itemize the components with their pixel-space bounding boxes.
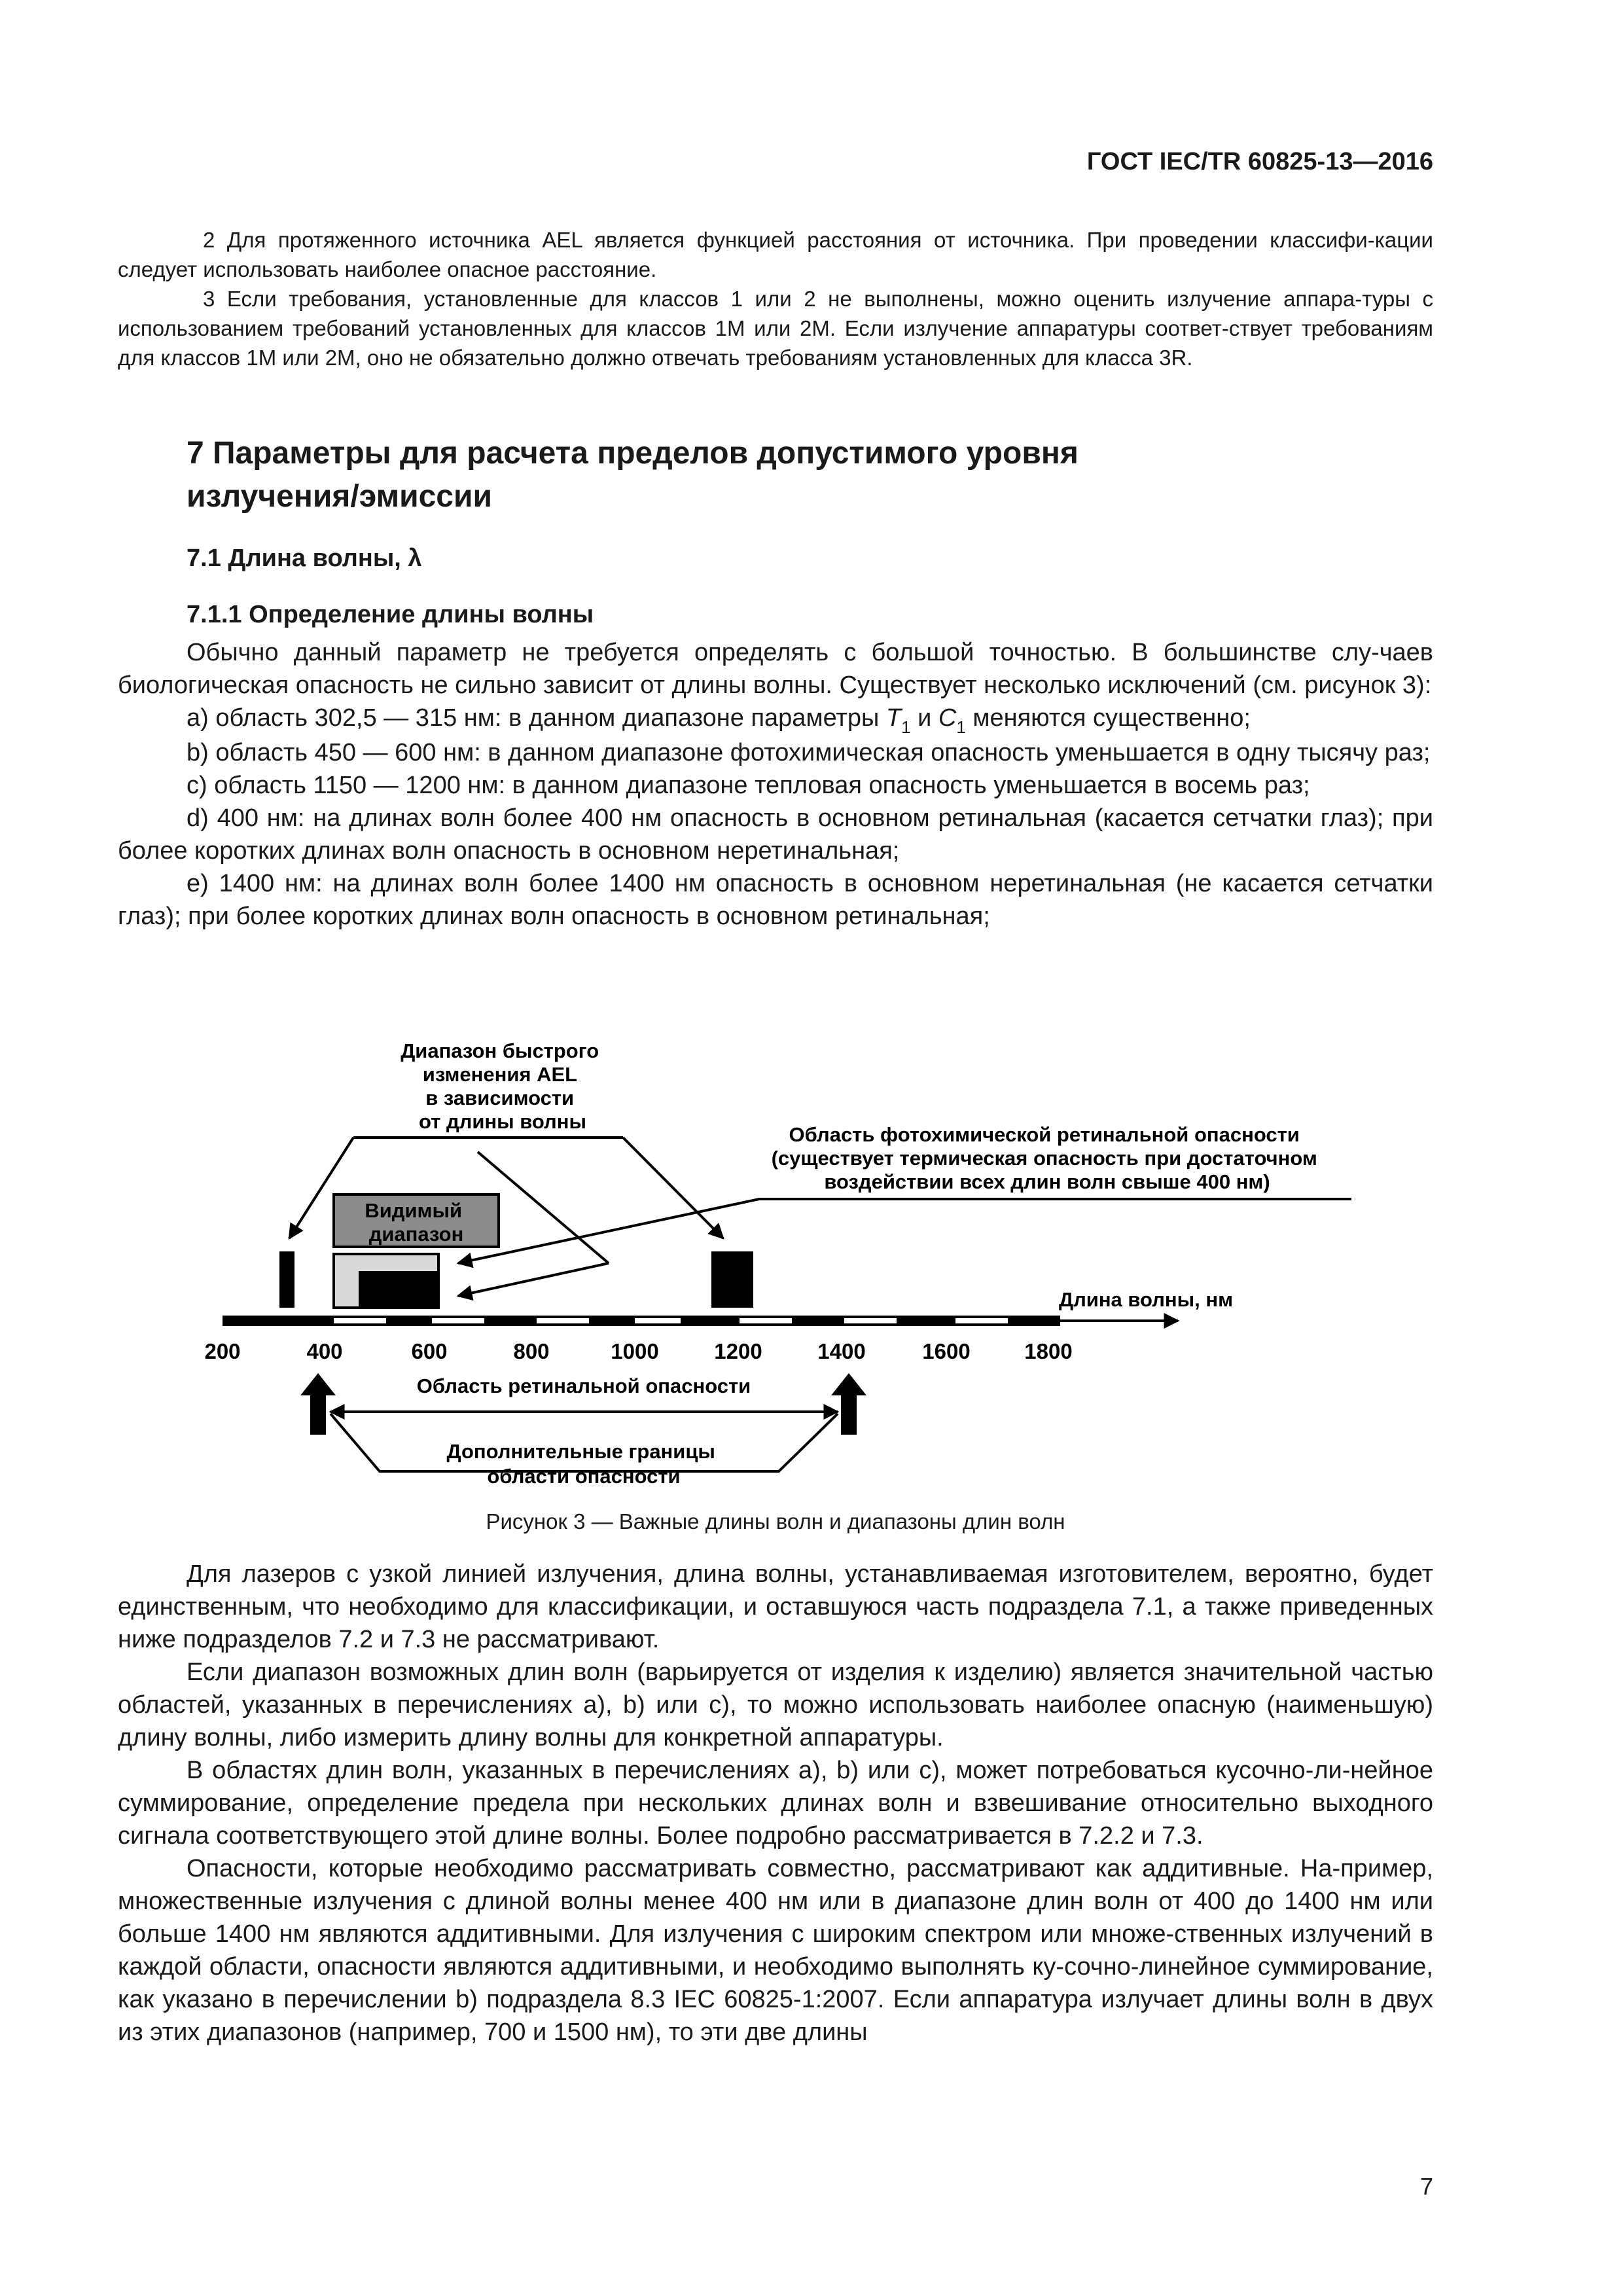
axis-segment [334, 1318, 386, 1323]
notes-block [118, 225, 1433, 372]
note-3: 3 Если требования, установленные для классов 1 или 2 не выполнены, можно оценить излучение аппара-туры с использованием требований установленных для классов 1М или 2М. Если излучение аппаратуры соответ-ствует требованиям для классов 1М или 2М, оно не обязательно должно отвечать требованиям установленных для класса 3R. [118, 287, 1433, 370]
arrow-up-400 [300, 1373, 336, 1435]
tick-label: 1800 [1024, 1339, 1073, 1363]
label-retinal: Область ретинальной опасности [416, 1374, 751, 1397]
tick-label: 1400 [817, 1339, 866, 1363]
tick-label: 400 [306, 1339, 343, 1363]
list-item-d: d) 400 нм: на длинах волн более 400 нм опасность в основном ретинальная (касается сетчатки глаз); при более коротких длинах волн опасность в основном неретинальная; [118, 804, 1433, 865]
bar-1150-1200 [711, 1251, 753, 1308]
body-paragraphs [118, 1558, 1433, 2049]
arrow-up-1400 [831, 1373, 866, 1435]
subsection-7-1-1: 7.1.1 Определение длины волны [187, 601, 594, 628]
axis-segment [844, 1318, 897, 1323]
section-title-line2: излучения/эмиссии [187, 479, 492, 514]
label-visible: Видимый диапазон [365, 1199, 464, 1246]
bar-302-315 [279, 1251, 294, 1308]
page-number: 7 [1419, 2173, 1433, 2200]
wavelength-axis [223, 1316, 1060, 1326]
subsection-7-1: 7.1 Длина волны, λ [187, 545, 422, 572]
paragraph-1: Для лазеров с узкой линией излучения, длина волны, устанавливаемая изготовителем, вероятно, будет единственным, что необходимо для классификации, и оставшуюся часть подраздела 7.1, а также приведенных ниже подразделов 7.2 и 7.3 не рассматривают. [118, 1560, 1433, 1653]
label-photochemical: Область фотохимической ретинальной опасности (существует термическая опасность при достаточном воздействии всех длин волн свыше 400 нм) [771, 1123, 1317, 1193]
label-bounds: Дополнительные границы области опасности [446, 1440, 715, 1488]
axis-segment [740, 1318, 792, 1323]
list-item-b: b) область 450 — 600 нм: в данном диапазоне фотохимическая опасность уменьшается в одну тысячу раз; [187, 739, 1431, 766]
axis-ticks [204, 1339, 1072, 1363]
paragraph-2: Если диапазон возможных длин волн (варьируется от изделия к изделию) является значительной частью областей, указанных в перечислениях a), b) или c), то можно использовать наиболее опасную (наименьшую) длину волны, либо измерить длину волны для конкретной аппаратуры. [118, 1659, 1433, 1751]
axis-segment [537, 1318, 589, 1323]
paragraph-4: Опасности, которые необходимо рассматривать совместно, рассматривают как аддитивные. На-пример, множественные излучения с длиной волны менее 400 нм или в диапазоне длин волн от 400 до 1400 нм или больше 1400 нм являются аддитивными. Для излучения с широким спектром или множе-ственных излучений в каждой области, опасности являются аддитивными, и необходимо выполнять ку-сочно-линейное суммирование, как указано в перечислении b) подраздела 8.3 IEC 60825-1:2007. Если аппаратура излучает длины волн в двух из этих диапазонов (например, 700 и 1500 нм), то эти две длины [118, 1855, 1433, 2046]
label-fast-change: Диапазон быстрого изменения AEL в зависимости от длины волны [401, 1039, 599, 1133]
section-title-line1: 7 Параметры для расчета пределов допустимого уровня [187, 436, 1079, 471]
block-450-600 [359, 1271, 438, 1308]
list-item-a: a) область 302,5 — 315 нм: в данном диапазоне параметры $T_1$ и $C_1$ меняются существенно; [187, 704, 1251, 737]
note-2: 2 Для протяженного источника AEL является функцией расстояния от источника. При проведении классифи-кации следует использовать наиболее опасное расстояние. [118, 228, 1433, 281]
figure-caption: Рисунок 3 — Важные длины волн и диапазоны длин волн [486, 1509, 1065, 1534]
axis-segment [635, 1318, 681, 1323]
arrow-to-1150 [623, 1138, 723, 1238]
list-item-e: e) 1400 нм: на длинах волн более 1400 нм опасность в основном неретинальная (не касается сетчатки глаз); при более коротких длинах волн опасность в основном ретинальная; [118, 870, 1433, 930]
paragraph-3: В областях длин волн, указанных в перечислениях a), b) или c), может потребоваться кусочно-ли-нейное суммирование, определение предела при нескольких длинах волн и взвешивание относительно выходного сигнала соответствующего этой длине волны. Более подробно рассматривается в 7.2.2 и 7.3. [118, 1757, 1433, 1850]
tick-label: 800 [513, 1339, 550, 1363]
arrow-photochemical [458, 1199, 1351, 1263]
tick-label: 1600 [922, 1339, 971, 1363]
document-header: ГОСТ IEC/TR 60825-13—2016 [1086, 148, 1433, 175]
tick-label: 1000 [611, 1339, 659, 1363]
tick-label: 600 [411, 1339, 448, 1363]
arrow-to-thermal [458, 1263, 609, 1296]
intro-paragraph: Обычно данный параметр не требуется определять с большой точностью. В большинстве слу-чаев биологическая опасность не сильно зависит от длины волны. Существует несколько исключений (см. рисунок 3): [118, 639, 1433, 699]
figure-3-diagram [0, 1021, 1623, 1532]
list-item-c: c) область 1150 — 1200 нм: в данном диапазоне тепловая опасность уменьшается в восемь раз; [187, 772, 1310, 799]
axis-segment [955, 1318, 1008, 1323]
tick-label: 1200 [714, 1339, 762, 1363]
axis-label: Длина волны, нм [1059, 1288, 1233, 1311]
axis-segment [432, 1318, 484, 1323]
tick-label: 200 [204, 1339, 241, 1363]
section-title [187, 432, 1364, 518]
intro-block [118, 636, 1433, 933]
